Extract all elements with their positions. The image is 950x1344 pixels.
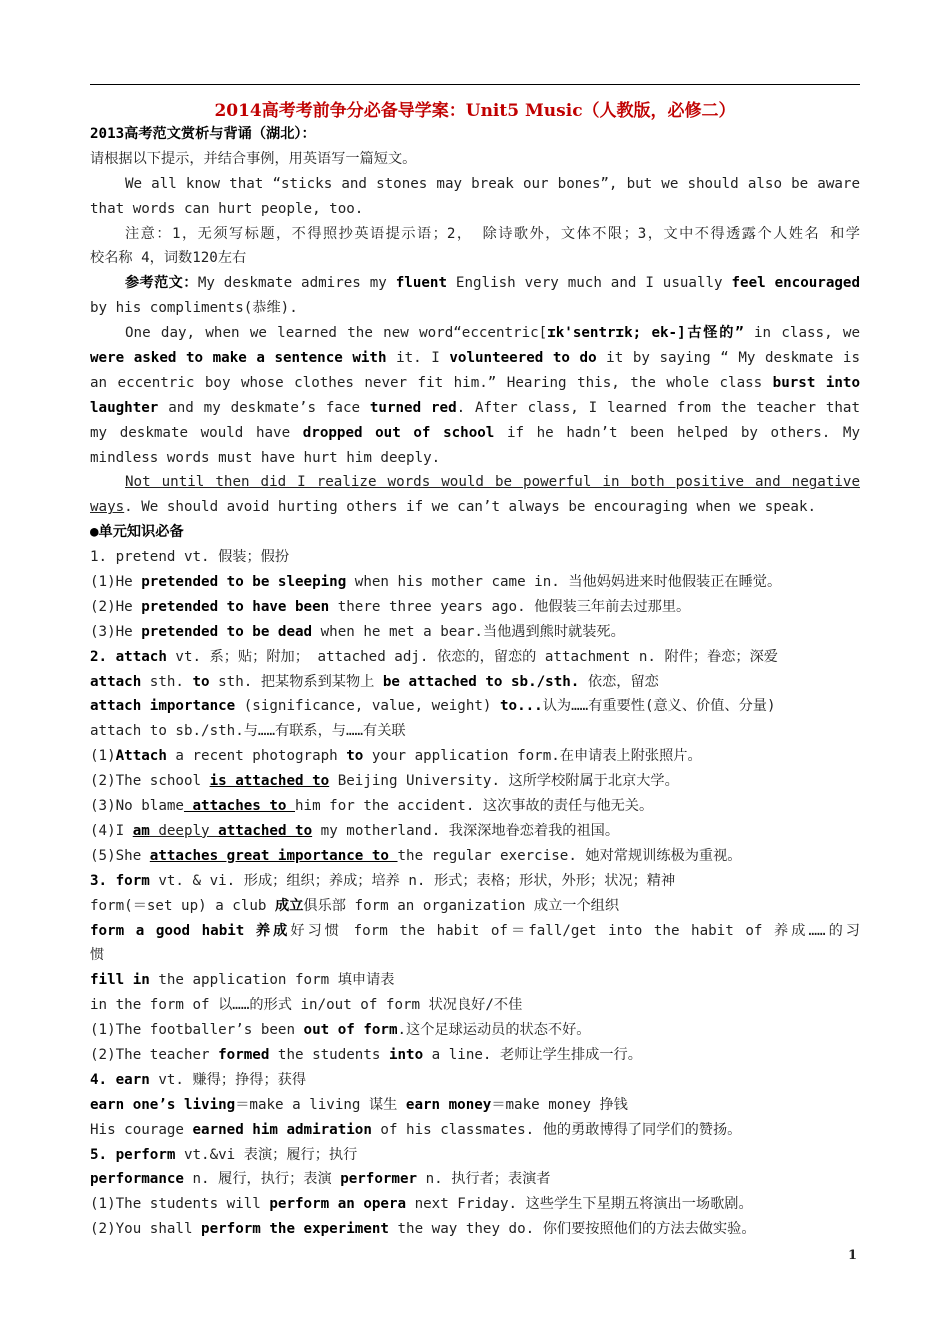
text-segment: (4)I [90, 822, 133, 839]
text-segment: attaches to [183, 798, 296, 815]
text-segment: am [132, 822, 150, 839]
text-segment: 注意：1，无须写标题，不得照抄英语提示语；2， 除诗歌外，文体不限；3，文中不得透露个人姓名 和学 [125, 225, 860, 242]
text-line [90, 570, 860, 595]
text-segment: attaches great importance to [149, 847, 398, 864]
text-segment: attach to sb./sth.与……有联系，与……有关联 [90, 723, 406, 740]
text-line [90, 844, 860, 869]
text-line [90, 421, 860, 446]
text-line [90, 545, 860, 570]
text-line [90, 769, 860, 794]
text-segment: mindless words must have hurt him deeply. [90, 449, 441, 466]
text-segment: if he hadn’t been helped by others. My [494, 424, 860, 441]
text-segment: (1)The students will [90, 1196, 270, 1213]
text-segment: and my deskmate’s face [158, 399, 370, 416]
text-segment: 请根据以下提示，并结合事例，用英语写一篇短文。 [90, 150, 417, 167]
text-line [90, 222, 860, 247]
text-segment: to [192, 673, 210, 690]
text-segment: in the form of 以……的形式 in/out of form 状况良好/不佳 [90, 997, 523, 1014]
text-line [90, 371, 860, 396]
text-segment: (2)He [90, 598, 142, 615]
text-segment: pretended to have been [141, 598, 330, 615]
text-segment: a recent photograph [166, 748, 347, 765]
text-segment: laughter [90, 399, 159, 416]
text-segment: ＝make money 挣钱 [491, 1096, 628, 1113]
text-segment: attach importance [90, 698, 236, 715]
text-segment: (5)She [90, 847, 150, 864]
text-line [90, 993, 860, 1018]
text-line [90, 246, 860, 271]
text-segment: my deskmate would have [90, 424, 303, 441]
text-segment: His courage [90, 1121, 193, 1138]
text-line [90, 321, 860, 346]
text-segment: fluent [395, 275, 448, 292]
text-segment: (2)You shall [90, 1221, 202, 1238]
text-segment: 3. form [90, 872, 150, 889]
text-segment: deeply [149, 822, 219, 839]
text-segment: vt.&vi 表演；履行；执行 [175, 1146, 358, 1163]
text-segment: there three years ago. 他假装三年前去过那里。 [329, 598, 691, 615]
text-segment: Beijing University. 这所学校附属于北京大学。 [329, 773, 679, 790]
text-line [90, 147, 860, 172]
text-line [90, 595, 860, 620]
text-segment: the way they do. 你们要按照他们的方法去做实验。 [388, 1221, 756, 1238]
text-segment: in class, we [743, 325, 860, 342]
text-line [90, 396, 860, 421]
text-segment: attach [90, 673, 142, 690]
text-line [90, 1192, 860, 1217]
text-segment: sth. 把某物系到某物上 [209, 673, 383, 690]
text-segment: perform the experiment [201, 1221, 389, 1238]
text-segment: it by saying “ My deskmate is [596, 350, 860, 367]
text-line [90, 296, 860, 321]
text-segment: earn money [405, 1096, 492, 1113]
text-segment: vt. 系；贴；附加； attached adj. 依恋的，留恋的 attachment n. 附件；眷恋；深爱 [166, 648, 778, 665]
text-line [90, 1018, 860, 1043]
text-segment: out of form [303, 1022, 398, 1039]
text-line [90, 197, 860, 222]
text-line [90, 172, 860, 197]
document-body [90, 122, 860, 1242]
text-line [90, 1043, 860, 1068]
text-line [90, 919, 860, 944]
text-segment: form a good habit 养成 [90, 922, 291, 939]
text-line [90, 645, 860, 670]
text-segment: 2. attach [90, 648, 167, 665]
text-segment: 1. pretend vt. 假装；假扮 [90, 549, 290, 566]
text-segment: 依恋，留恋 [579, 673, 659, 690]
text-segment: him for the accident. 这次事故的责任与他无关。 [295, 798, 654, 815]
text-line [90, 869, 860, 894]
text-line [90, 271, 860, 296]
text-segment: 5. perform [90, 1146, 176, 1163]
text-line [90, 719, 860, 744]
text-segment: 好习惯 form the habit of＝fall/get into the habit of 养成……的习 [290, 922, 860, 939]
text-segment: 惯 [90, 947, 105, 964]
text-segment: an eccentric boy whose clothes never fit him.” Hearing this, the whole class [90, 374, 773, 391]
text-segment: it. I [386, 350, 450, 367]
text-segment: 参考范文： [125, 275, 198, 292]
document-title: 2014高考考前争分必备导学案：Unit5 Music（人教版，必修二） [214, 101, 736, 121]
text-segment: (1)He [90, 574, 142, 591]
header-rule [90, 84, 860, 85]
text-segment: 校名称 4，词数120左右 [90, 250, 247, 267]
text-segment: dropped out of school [302, 424, 495, 441]
text-line [90, 1118, 860, 1143]
text-segment: pretended to be sleeping [141, 574, 347, 591]
text-segment: (significance, value, weight) [235, 698, 501, 715]
text-line [90, 744, 860, 769]
text-segment: Not until then did I realize words would be powerful in both positive and negative [125, 474, 860, 491]
text-segment: vt. & vi. 形成；组织；养成；培养 n. 形式；表格；形状，外形；状况；精神 [149, 872, 676, 889]
text-segment: the regular exercise. 她对常规训练极为重视。 [397, 847, 742, 864]
text-segment: (3)No blame [90, 798, 184, 815]
text-segment: sth. [141, 673, 193, 690]
text-segment: 认为……有重要性(意义、价值、分量) [542, 698, 776, 715]
text-segment: the application form 填申请表 [149, 972, 395, 989]
text-segment: by his compliments(恭维). [90, 300, 298, 317]
text-line [90, 819, 860, 844]
text-segment: earn one’s living [90, 1096, 236, 1113]
text-segment: My deskmate admires my [197, 275, 396, 292]
text-segment: when he met a bear.当他遇到熊时就装死。 [312, 623, 625, 640]
text-line [90, 346, 860, 371]
text-line [90, 1217, 860, 1242]
text-segment: n. 执行者；表演者 [417, 1171, 551, 1188]
text-segment: a line. 老师让学生排成一行。 [423, 1046, 642, 1063]
text-segment: (1)The footballer’s been [90, 1022, 304, 1039]
text-segment: English very much and I usually [447, 275, 732, 292]
text-segment: ●单元知识必备 [90, 524, 184, 541]
text-segment: 4. earn [90, 1071, 150, 1088]
text-line [90, 620, 860, 645]
text-segment: (1) [90, 748, 116, 765]
text-segment: (2)The teacher [90, 1046, 219, 1063]
text-segment: turned red [369, 399, 457, 416]
text-segment: next Friday. 这些学生下星期五将演出一场歌剧。 [406, 1196, 753, 1213]
text-segment: 2013高考范文赏析与背诵（湖北）： [90, 126, 316, 142]
text-segment: Attach [115, 748, 167, 765]
text-line [90, 794, 860, 819]
text-segment: feel encouraged [731, 275, 860, 292]
text-segment: ɪk'sentrɪk; ek-]古怪的” [547, 325, 744, 342]
text-line [90, 495, 860, 520]
text-segment: fill in [90, 972, 150, 989]
text-line [90, 894, 860, 919]
text-segment: your application form.在申请表上附张照片。 [363, 748, 702, 765]
text-segment: into [388, 1046, 424, 1063]
text-segment: that words can hurt people, too. [90, 200, 364, 217]
text-line [90, 1167, 860, 1192]
text-segment: to [346, 748, 364, 765]
text-segment: (2)The school [90, 773, 210, 790]
text-segment: is attached to [209, 773, 330, 790]
text-segment: were asked to make a sentence with [90, 350, 387, 367]
text-segment: vt. 赚得；挣得；获得 [149, 1071, 307, 1088]
text-segment: to... [500, 698, 543, 715]
text-segment: 俱乐部 form an organization 成立一个组织 [303, 897, 620, 914]
text-segment: 成立 [275, 897, 304, 914]
page-number: 1 [848, 1248, 858, 1263]
text-segment: performance [90, 1171, 184, 1188]
text-segment: . After class, I learned from the teacher that [456, 399, 860, 416]
text-line [90, 943, 860, 968]
text-line [90, 694, 860, 719]
text-segment: ways [90, 499, 125, 516]
text-line [90, 122, 860, 147]
text-line [90, 1093, 860, 1118]
text-line [90, 1143, 860, 1168]
text-segment: ＝make a living 谋生 [235, 1096, 406, 1113]
text-line [90, 1068, 860, 1093]
text-segment: my motherland. 我深深地眷恋着我的祖国。 [312, 822, 620, 839]
text-segment: perform an opera [269, 1196, 407, 1213]
text-segment: . We should avoid hurting others if we can’t always be encouraging when we speak. [124, 499, 817, 516]
text-segment: volunteered to do [449, 350, 597, 367]
text-line [90, 446, 860, 471]
text-segment: One day, when we learned the new word“eccentric[ [125, 325, 548, 342]
text-segment: (3)He [90, 623, 142, 640]
text-segment: performer [340, 1171, 418, 1188]
text-line [90, 670, 860, 695]
text-segment: formed [218, 1046, 270, 1063]
text-line [90, 470, 860, 495]
text-segment: attached to [218, 822, 313, 839]
text-line [90, 520, 860, 545]
text-segment: .这个足球运动员的状态不好。 [397, 1022, 591, 1039]
text-segment: the students [269, 1046, 389, 1063]
text-segment: earned him admiration [192, 1121, 372, 1138]
text-segment: pretended to be dead [141, 623, 313, 640]
text-segment: be attached to sb./sth. [382, 673, 580, 690]
text-segment: when his mother came in. 当他妈妈进来时他假装正在睡觉。 [346, 574, 782, 591]
text-line [90, 968, 860, 993]
text-segment: burst into [772, 374, 860, 391]
text-segment: We all know that “sticks and stones may break our bones”, but we should also be aware [125, 175, 860, 192]
text-segment: form(＝set up) a club [90, 897, 276, 914]
text-segment: of his classmates. 他的勇敢博得了同学们的赞扬。 [371, 1121, 742, 1138]
text-segment: n. 履行，执行；表演 [183, 1171, 341, 1188]
